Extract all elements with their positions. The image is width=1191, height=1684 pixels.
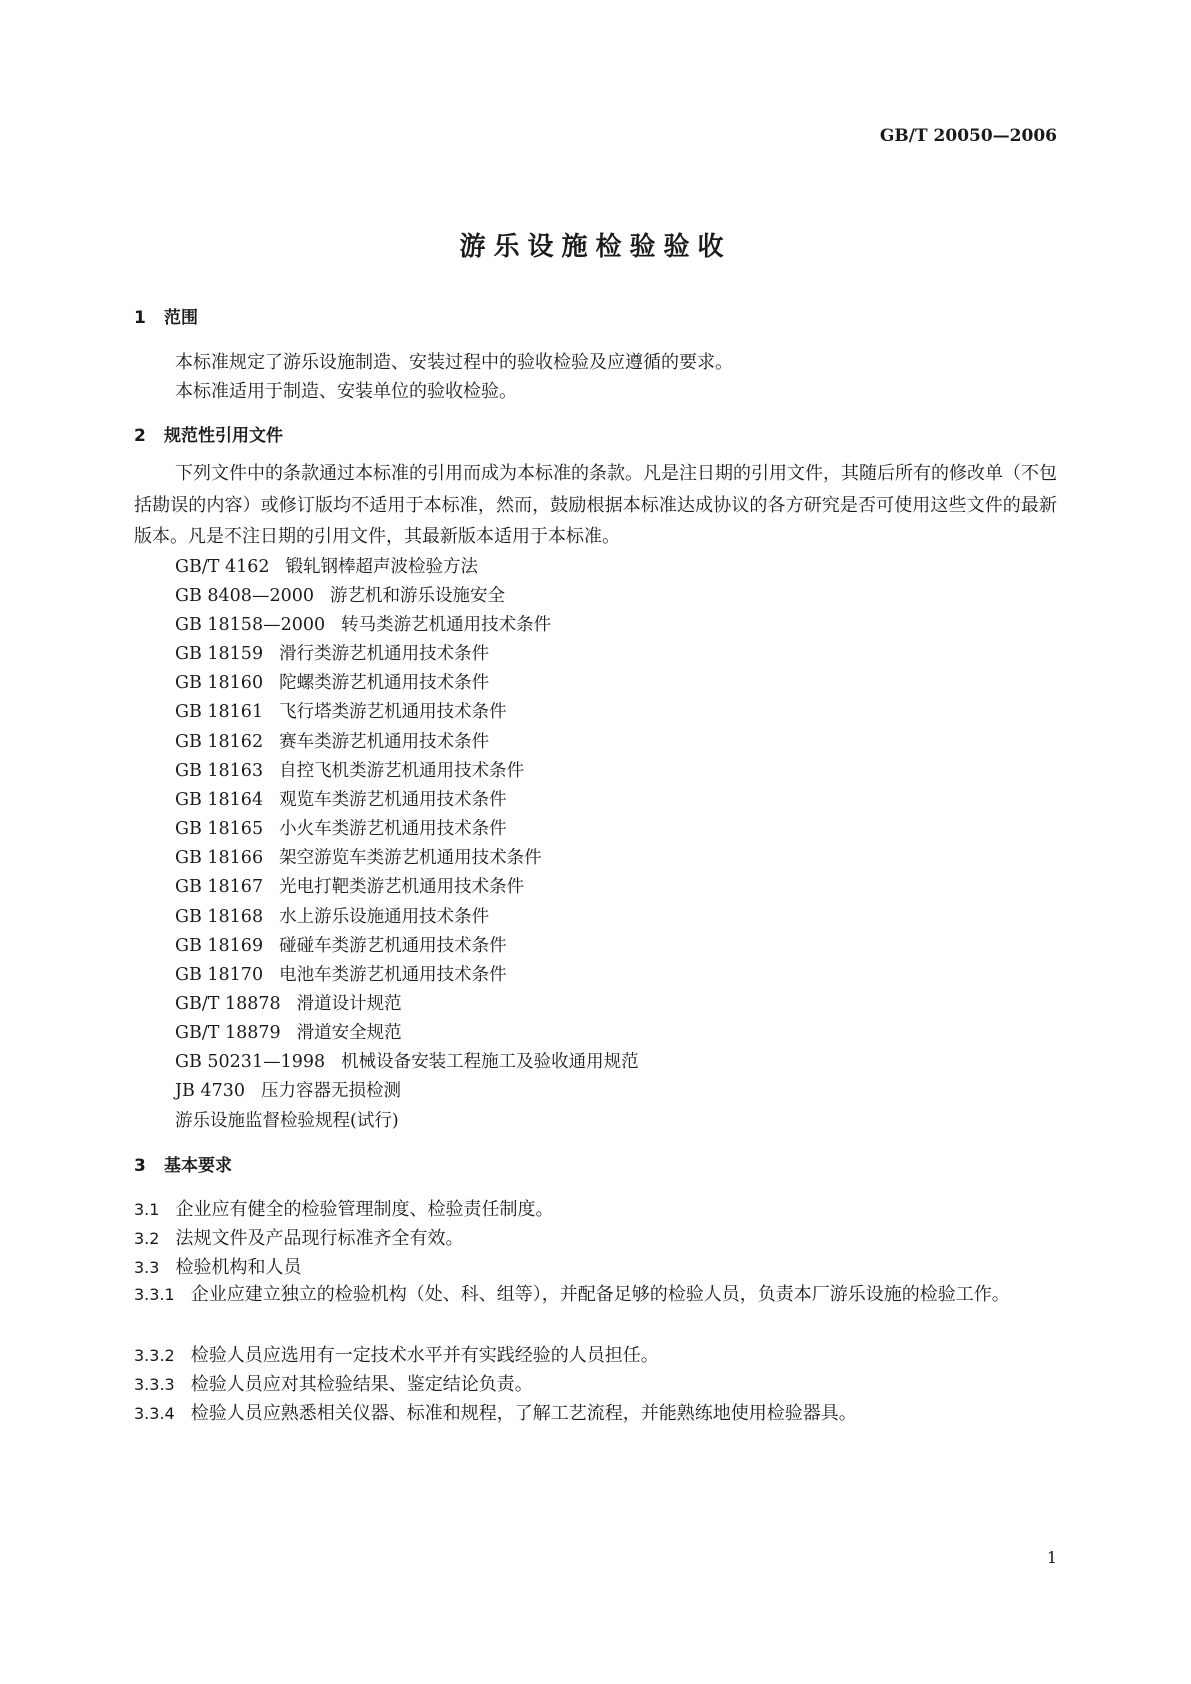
- reference-title: 陀螺类游艺机通用技术条件: [279, 673, 490, 693]
- reference-code: GB 18163: [175, 761, 264, 781]
- reference-code: GB 18161: [175, 702, 264, 722]
- clause-number: 3.3.4: [134, 1404, 175, 1423]
- reference-title: 滑道设计规范: [296, 994, 402, 1014]
- reference-item: [175, 640, 489, 665]
- reference-title: 游乐设施监督检验规程(试行): [175, 1111, 399, 1131]
- section-title: 规范性引用文件: [164, 426, 283, 446]
- clause: [134, 1253, 301, 1279]
- clause-number: 3.3.2: [134, 1346, 175, 1365]
- reference-item: [175, 611, 551, 636]
- page-number: 1: [1046, 1548, 1057, 1567]
- section-number: 3: [134, 1156, 146, 1176]
- reference-title: 锻轧钢棒超声波检验方法: [285, 557, 479, 577]
- clause-number: 3.3.3: [134, 1375, 175, 1394]
- clause-text: 检验人员应熟悉相关仪器、标准和规程，了解工艺流程，并能熟练地使用检验器具。: [190, 1403, 857, 1424]
- clause-text: 企业应建立独立的检验机构（处、科、组等），并配备足够的检验人员，负责本厂游乐设施的检验工作。: [190, 1284, 1010, 1305]
- reference-code: GB 18170: [175, 965, 264, 985]
- paragraph: 本标准规定了游乐设施制造、安装过程中的验收检验及应遵循的要求。: [175, 352, 733, 373]
- reference-code: GB 18168: [175, 907, 264, 927]
- reference-item: [175, 1048, 639, 1073]
- reference-code: GB/T 18879: [175, 1023, 281, 1043]
- document-title: 游乐设施检验验收: [459, 232, 732, 262]
- reference-item: [175, 698, 507, 723]
- standard-code: GB/T 20050—2006: [879, 126, 1057, 146]
- reference-title: 飞行塔类游艺机通用技术条件: [279, 702, 507, 722]
- reference-item: [175, 844, 542, 869]
- section-title: 范围: [164, 308, 198, 328]
- reference-title: 观览车类游艺机通用技术条件: [279, 790, 507, 810]
- reference-code: GB/T 18878: [175, 994, 281, 1014]
- reference-item: [175, 786, 507, 811]
- reference-code: GB/T 4162: [175, 557, 270, 577]
- paragraph: 本标准适用于制造、安装单位的验收检验。: [175, 381, 517, 402]
- reference-title: 滑行类游艺机通用技术条件: [279, 644, 490, 664]
- reference-item: [175, 873, 524, 898]
- reference-item: [175, 728, 489, 753]
- clause: [134, 1399, 857, 1425]
- clause: [134, 1224, 463, 1250]
- reference-title: 滑道安全规范: [296, 1023, 402, 1043]
- reference-code: JB 4730: [175, 1081, 245, 1101]
- reference-title: 水上游乐设施通用技术条件: [279, 907, 490, 927]
- reference-code: GB 18158—2000: [175, 615, 326, 635]
- reference-code: GB 18159: [175, 644, 264, 664]
- clause: [134, 1195, 553, 1221]
- clause-text: 检验人员应对其检验结果、鉴定结论负责。: [190, 1374, 533, 1395]
- reference-code: GB 18169: [175, 936, 264, 956]
- reference-code: GB 18165: [175, 819, 264, 839]
- reference-item: [175, 815, 507, 840]
- reference-title: 小火车类游艺机通用技术条件: [279, 819, 507, 839]
- reference-title: 压力容器无损检测: [260, 1081, 401, 1101]
- reference-title: 碰碰车类游艺机通用技术条件: [279, 936, 507, 956]
- clause-number: 3.2: [134, 1229, 160, 1248]
- reference-title: 光电打靶类游艺机通用技术条件: [279, 877, 525, 897]
- reference-item: [175, 1077, 401, 1102]
- clause-number: 3.1: [134, 1200, 160, 1219]
- reference-item: [175, 553, 478, 578]
- clause: [134, 1370, 533, 1396]
- clause: [134, 1279, 1057, 1311]
- reference-title: 机械设备安装工程施工及验收通用规范: [341, 1052, 639, 1072]
- reference-item: [175, 1107, 399, 1132]
- reference-code: GB 18164: [175, 790, 264, 810]
- reference-item: [175, 669, 489, 694]
- section-number: 2: [134, 426, 146, 446]
- reference-code: GB 50231—1998: [175, 1052, 326, 1072]
- clause-text: 法规文件及产品现行标准齐全有效。: [175, 1228, 464, 1249]
- section-3-heading: [134, 1151, 232, 1176]
- section-number: 1: [134, 308, 146, 328]
- reference-item: [175, 932, 507, 957]
- reference-title: 电池车类游艺机通用技术条件: [279, 965, 507, 985]
- reference-code: GB 18166: [175, 848, 264, 868]
- references-intro: 下列文件中的条款通过本标准的引用而成为本标准的条款。凡是注日期的引用文件，其随后所有的修改单（不包括勘误的内容）或修订版均不适用于本标准，然而，鼓励根据本标准达成协议的各方研究是否可使用这些文件的最新版本。凡是不注日期的引用文件，其最新版本适用于本标准。: [134, 463, 1057, 547]
- reference-item: [175, 1019, 402, 1044]
- reference-title: 游艺机和游乐设施安全: [329, 586, 505, 606]
- reference-title: 自控飞机类游艺机通用技术条件: [279, 761, 525, 781]
- reference-item: [175, 903, 489, 928]
- clause-text: 检验人员应选用有一定技术水平并有实践经验的人员担任。: [190, 1345, 659, 1366]
- reference-item: [175, 757, 524, 782]
- reference-code: GB 18160: [175, 673, 264, 693]
- section-2-heading: [134, 421, 283, 446]
- reference-item: [175, 961, 507, 986]
- clause-text: 检验机构和人员: [175, 1257, 302, 1278]
- reference-code: GB 18162: [175, 732, 264, 752]
- clause-text: 企业应有健全的检验管理制度、检验责任制度。: [175, 1199, 554, 1220]
- section-1-heading: [134, 303, 198, 328]
- reference-title: 转马类游艺机通用技术条件: [341, 615, 552, 635]
- reference-code: GB 18167: [175, 877, 264, 897]
- section-title: 基本要求: [164, 1156, 232, 1176]
- reference-item: [175, 582, 505, 607]
- clause-number: 3.3.1: [134, 1285, 175, 1304]
- reference-code: GB 8408—2000: [175, 586, 314, 606]
- clause-number: 3.3: [134, 1258, 160, 1277]
- reference-title: 赛车类游艺机通用技术条件: [279, 732, 490, 752]
- reference-item: [175, 990, 402, 1015]
- reference-title: 架空游览车类游艺机通用技术条件: [279, 848, 542, 868]
- clause: [134, 1341, 659, 1367]
